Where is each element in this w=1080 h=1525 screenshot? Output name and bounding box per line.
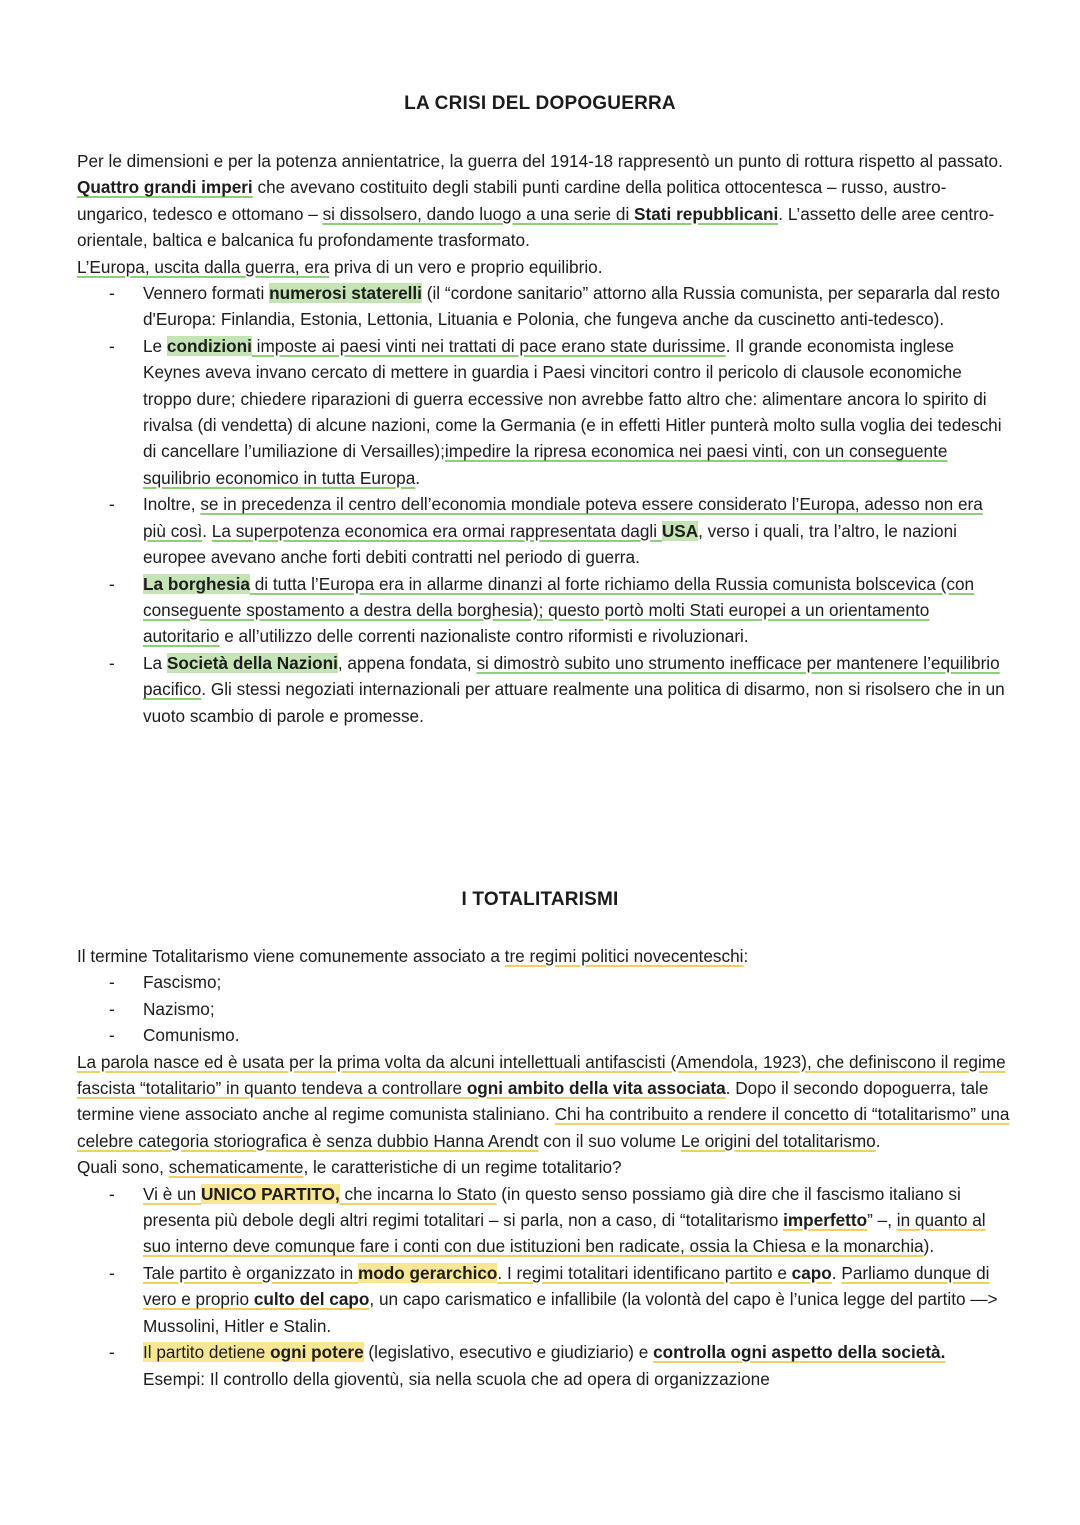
highlight-societa-nazioni: Società della Nazioni xyxy=(166,652,338,673)
paragraph-intro: Per le dimensioni e per la potenza annientatrice, la guerra del 1914-18 rappresentò un punto di rottura rispetto al passato. xyxy=(77,151,1003,171)
list-item: - Inoltre, se in precedenza il centro dell’economia mondiale poteva essere considerato l’Europa, adesso non era più così. La superpotenza economica era ormai rappresentata dagli USA, verso i quali, tra l’altro, le nazioni europee avevano anche forti debiti contratti nel periodo di guerra. xyxy=(143,491,1010,570)
highlight-unico-partito: UNICO PARTITO, xyxy=(200,1183,340,1204)
text-ogni-ambito: ogni ambito della vita associata xyxy=(466,1078,726,1099)
text-stati-repubblicani: Stati repubblicani xyxy=(634,203,779,224)
list-item: - Tale partito è organizzato in modo gerarchico. I regimi totalitari identificano partito e capo. Parliamo dunque di vero e proprio culto del capo, un capo carismatico e infallibile (la volontà del capo è l’unica legge del partito —> Mussolini, Hitler e Stalin. xyxy=(143,1260,1010,1339)
highlight-modo-gerarchico: modo gerarchico xyxy=(357,1262,498,1283)
list-item: - Le condizioni imposte ai paesi vinti nei trattati di pace erano state durissime. Il grande economista inglese Keynes aveva invano cercato di mettere in guardia i Paesi vincitori contro il pericolo di clausole economiche troppo dure; chiedere riparazioni di guerra eccessive non avrebbe fatto altro che: alimentare ancora lo spirito di rivalsa (di vendetta) di alcune nazioni, come la Germania (e in effetti Hitler punterà molto sulla voglia dei tedeschi di cancellare l’umiliazione di Versailles);impedire la ripresa economica nei paesi vinti, con un conseguente squilibrio economico in tutta Europa. xyxy=(143,333,1010,491)
list-item: - La borghesia di tutta l’Europa era in allarme dinanzi al forte richiamo della Russia comunista bolscevica (con conseguente spostamento a destra della borghesia); questo portò molti Stati europei a un orientamento autoritario e all’utilizzo delle correnti nazionaliste contro riformisti e rivoluzionari. xyxy=(143,571,1010,650)
paragraph-origine-parola: La parola nasce ed è usata per la prima volta da alcuni intellettuali antifascisti (Amendola, 1923), che definiscono il regime fascista “totalitario” in quanto tendeva a controllare ogni ambito della vita associata. Dopo il secondo dopoguerra, tale termine viene associato anche al regime comunista staliniano. Chi ha contribuito a rendere il concetto di “totalitarismo” una celebre categoria storiografica è senza dubbio Hanna Arendt con il suo volume Le origini del totalitarismo. xyxy=(77,1051,1010,1151)
section-title-totalitarismi: I TOTALITARISMI xyxy=(461,889,619,910)
list-consequences xyxy=(77,280,1010,729)
highlight-borghesia: La borghesia xyxy=(143,573,250,594)
list-item-fascismo: - Fascismo; xyxy=(143,969,1010,995)
list-item-nazismo: - Nazismo; xyxy=(143,996,1010,1022)
highlight-staterelli: numerosi staterelli xyxy=(269,283,422,304)
section-title-crisi: LA CRISI DEL DOPOGUERRA xyxy=(404,93,676,114)
text-quattro-imperi: Quattro grandi imperi xyxy=(77,177,253,198)
highlight-condizioni: condizioni xyxy=(166,335,252,356)
text-imperfetto: imperfetto xyxy=(783,1210,868,1231)
text-controlla-societa: controlla ogni aspetto della società. xyxy=(653,1342,946,1363)
text-capo: capo xyxy=(791,1262,832,1283)
text-culto-capo: culto del capo xyxy=(253,1289,370,1310)
list-item: - Il partito detiene ogni potere (legislativo, esecutivo e giudiziario) e controlla ogni aspetto della società. Esempi: Il controllo della gioventù, sia nella scuola che ad opera di organizzazione xyxy=(143,1339,1010,1392)
paragraph-domanda: Quali sono, schematicamente, le caratteristiche di un regime totalitario? xyxy=(77,1157,622,1178)
highlight-usa: USA xyxy=(661,520,699,541)
list-regimes xyxy=(77,969,1010,1048)
list-item: - Vi è un UNICO PARTITO, che incarna lo Stato (in questo senso possiamo già dire che il fascismo italiano si presenta più debole degli altri regimi totalitari – si parla, non a caso, di “totalitarismo imperfetto” –, in quanto al suo interno deve comunque fare i conti con due istituzioni ben radicate, ossia la Chiesa e la monarchia). xyxy=(143,1181,1010,1260)
list-features xyxy=(77,1181,1010,1392)
highlight-ogni-potere: ogni potere xyxy=(270,1342,364,1363)
list-item-comunismo: - Comunismo. xyxy=(143,1022,1010,1048)
section-crisi-dopoguerra xyxy=(77,148,1010,729)
paragraph-termine: Il termine Totalitarismo viene comunemente associato a tre regimi politici novecenteschi: xyxy=(77,946,749,966)
list-item: - Vennero formati numerosi staterelli (il “cordone sanitario” attorno alla Russia comunista, per separarla dal resto d'Europa: Finlandia, Estonia, Lettonia, Lituania e Polonia, che fungeva anche da cuscinetto anti-tedesco). xyxy=(143,280,1010,333)
section-totalitarismi xyxy=(77,943,1010,1392)
list-item: - La Società della Nazioni, appena fondata, si dimostrò subito uno strumento inefficace per mantenere l’equilibrio pacifico. Gli stessi negoziati internazionali per attuare realmente una politica di disarmo, non si risolsero che in un vuoto scambio di parole e promesse. xyxy=(143,650,1010,729)
paragraph-imperi: Quattro grandi imperi che avevano costituito degli stabili punti cardine della politica ottocentesca – russo, austro-ungarico, tedesco e ottomano – si dissolsero, dando luogo a una serie di Stati repubblicani. L’assetto delle aree centro-orientale, baltica e balcanica fu profondamente trasformato. L’Europa, uscita dalla guerra, era priva di un vero e proprio equilibrio. xyxy=(77,177,995,277)
